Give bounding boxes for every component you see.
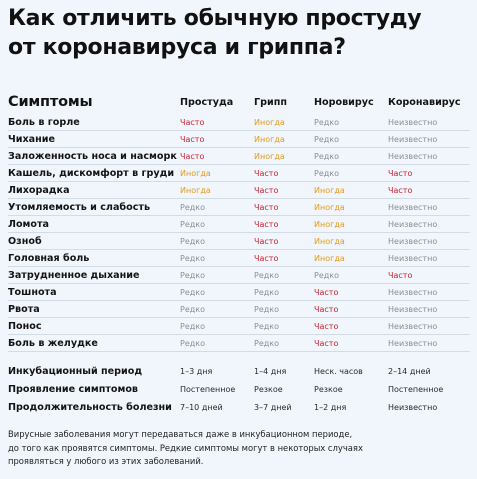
frequency-norovirus: Часто	[314, 321, 339, 331]
period-value-cold: Постепенное	[180, 384, 236, 394]
frequency-cold: Иногда	[180, 168, 211, 178]
table-row	[8, 165, 470, 182]
frequency-coronavirus: Часто	[388, 168, 413, 178]
period-value-norovirus: 1–2 дня	[314, 402, 347, 412]
frequency-flu: Иногда	[254, 134, 285, 144]
frequency-coronavirus: Часто	[388, 185, 413, 195]
frequency-norovirus: Редко	[314, 168, 340, 178]
frequency-coronavirus: Неизвестно	[388, 287, 438, 297]
frequency-norovirus: Часто	[314, 338, 339, 348]
table-row	[8, 267, 470, 284]
footnote-line: до того как проявятся симптомы. Редкие симптомы могут в некоторых случаях	[8, 442, 363, 453]
frequency-cold: Редко	[180, 236, 206, 246]
periods-table	[8, 362, 470, 416]
period-value-cold: 1–3 дня	[180, 366, 213, 376]
table-row	[8, 284, 470, 301]
period-label: Инкубационный период	[8, 365, 143, 377]
header-coronavirus: Коронавирус	[388, 96, 461, 108]
table-row	[8, 199, 470, 216]
table-header-row	[8, 92, 470, 112]
header-symptoms: Симптомы	[8, 94, 93, 110]
frequency-coronavirus: Неизвестно	[388, 321, 438, 331]
period-value-coronavirus: Неизвестно	[388, 402, 438, 412]
frequency-norovirus: Иногда	[314, 185, 345, 195]
symptom-label: Ломота	[8, 218, 50, 230]
symptom-label: Заложенность носа и насморк	[8, 150, 177, 162]
period-value-cold: 7–10 дней	[180, 402, 223, 412]
frequency-coronavirus: Неизвестно	[388, 151, 438, 161]
frequency-norovirus: Иногда	[314, 219, 345, 229]
table-row	[8, 233, 470, 250]
table-row	[8, 250, 470, 267]
symptom-label: Озноб	[8, 235, 42, 247]
symptom-label: Чихание	[8, 133, 55, 145]
frequency-norovirus: Часто	[314, 304, 339, 314]
symptom-label: Боль в горле	[8, 116, 80, 128]
table-row	[8, 335, 470, 352]
symptom-label: Утомляемость и слабость	[8, 201, 151, 213]
table-row	[8, 216, 470, 233]
symptom-label: Рвота	[8, 303, 40, 315]
period-label: Продолжительность болезни	[8, 401, 172, 413]
frequency-flu: Редко	[254, 321, 280, 331]
title-line-1: Как отличить обычную простуду	[8, 6, 422, 31]
symptom-label: Боль в желудке	[8, 337, 98, 349]
period-row	[8, 362, 470, 380]
footnote	[8, 428, 468, 469]
frequency-norovirus: Часто	[314, 287, 339, 297]
symptom-label: Головная боль	[8, 252, 90, 264]
header-cold: Простуда	[180, 96, 234, 108]
frequency-norovirus: Иногда	[314, 236, 345, 246]
symptom-label: Тошнота	[8, 286, 57, 298]
frequency-norovirus: Редко	[314, 117, 340, 127]
frequency-cold: Редко	[180, 304, 206, 314]
table-row	[8, 114, 470, 131]
frequency-flu: Часто	[254, 185, 279, 195]
footnote-line: проявляться у любого из этих заболеваний.	[8, 456, 204, 466]
symptom-label: Понос	[8, 320, 42, 332]
symptom-label: Кашель, дискомфорт в груди	[8, 167, 175, 179]
frequency-flu: Редко	[254, 270, 280, 280]
period-value-flu: Резкое	[254, 384, 283, 394]
table-row	[8, 318, 470, 335]
period-value-coronavirus: Постепенное	[388, 384, 444, 394]
frequency-cold: Редко	[180, 219, 206, 229]
frequency-flu: Часто	[254, 219, 279, 229]
period-value-flu: 3–7 дней	[254, 402, 292, 412]
table-body	[8, 114, 470, 352]
frequency-cold: Часто	[180, 151, 205, 161]
frequency-norovirus: Иногда	[314, 202, 345, 212]
period-row	[8, 398, 470, 416]
frequency-cold: Часто	[180, 117, 205, 127]
frequency-cold: Часто	[180, 134, 205, 144]
footnote-line: Вирусные заболевания могут передаваться даже в инкубационном периоде,	[8, 429, 353, 439]
frequency-flu: Часто	[254, 253, 279, 263]
frequency-flu: Редко	[254, 304, 280, 314]
frequency-coronavirus: Неизвестно	[388, 219, 438, 229]
header-norovirus: Норовирус	[314, 96, 374, 108]
frequency-coronavirus: Неизвестно	[388, 117, 438, 127]
symptom-label: Лихорадка	[8, 184, 70, 196]
period-label: Проявление симптомов	[8, 383, 138, 395]
frequency-cold: Редко	[180, 202, 206, 212]
frequency-coronavirus: Неизвестно	[388, 304, 438, 314]
frequency-flu: Часто	[254, 202, 279, 212]
frequency-norovirus: Редко	[314, 270, 340, 280]
period-row	[8, 380, 470, 398]
frequency-coronavirus: Часто	[388, 270, 413, 280]
frequency-flu: Иногда	[254, 117, 285, 127]
frequency-coronavirus: Неизвестно	[388, 253, 438, 263]
frequency-coronavirus: Неизвестно	[388, 338, 438, 348]
frequency-flu: Часто	[254, 168, 279, 178]
frequency-cold: Редко	[180, 287, 206, 297]
table-row	[8, 182, 470, 199]
period-value-norovirus: Неск. часов	[314, 366, 363, 376]
page-title	[8, 4, 468, 62]
frequency-coronavirus: Неизвестно	[388, 202, 438, 212]
period-value-coronavirus: 2–14 дней	[388, 366, 431, 376]
table-row	[8, 148, 470, 165]
table-row	[8, 301, 470, 318]
period-value-flu: 1–4 дня	[254, 366, 287, 376]
title-line-2: от коронавируса и гриппа?	[8, 35, 346, 60]
frequency-cold: Иногда	[180, 185, 211, 195]
frequency-cold: Редко	[180, 253, 206, 263]
frequency-cold: Редко	[180, 338, 206, 348]
table-row	[8, 131, 470, 148]
frequency-norovirus: Редко	[314, 151, 340, 161]
frequency-flu: Часто	[254, 236, 279, 246]
frequency-coronavirus: Неизвестно	[388, 236, 438, 246]
frequency-flu: Редко	[254, 287, 280, 297]
frequency-flu: Иногда	[254, 151, 285, 161]
period-value-norovirus: Резкое	[314, 384, 343, 394]
frequency-norovirus: Иногда	[314, 253, 345, 263]
frequency-norovirus: Редко	[314, 134, 340, 144]
symptom-label: Затрудненное дыхание	[8, 269, 140, 281]
frequency-coronavirus: Неизвестно	[388, 134, 438, 144]
frequency-flu: Редко	[254, 338, 280, 348]
symptoms-table	[8, 92, 470, 352]
header-flu: Грипп	[254, 96, 287, 108]
frequency-cold: Редко	[180, 270, 206, 280]
frequency-cold: Редко	[180, 321, 206, 331]
